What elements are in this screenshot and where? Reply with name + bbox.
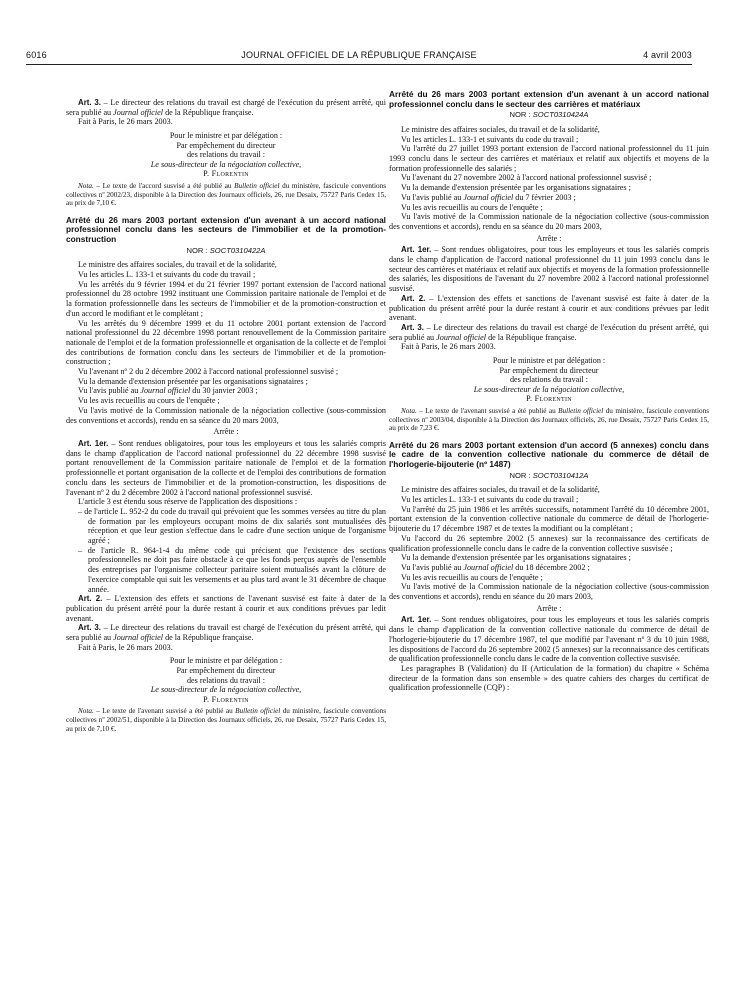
decree-paragraph: Vu l'avis publié au Journal officiel du 30 janvier 2003 ;: [78, 386, 258, 396]
signatory-name: P. Florentin: [203, 694, 249, 704]
decree-paragraph: Vu la demande d'extension présentée par les organisations signataires ;: [401, 183, 631, 193]
signature-line: Par empêchement du directeur: [176, 666, 276, 676]
decree-paragraph: Vu l'avis publié au Journal officiel du 7 février 2003 ;: [401, 192, 576, 202]
decree-paragraph: Vu les articles L. 133-1 et suivants du code du travail ;: [78, 270, 256, 280]
article-paragraph: Art. 3. – Le directeur des relations du travail est chargé de l'exécution du présent arrêté, qui sera publié au Journal officiel de la République française.: [66, 98, 386, 117]
journal-title: JOURNAL OFFICIEL DE LA RÉPUBLIQUE FRANÇAISE: [241, 50, 477, 60]
decree-paragraph: Vu l'accord du 26 septembre 2002 (5 annexes) sur la reconnaissance des certificats de qualification professionnelle conclu dans le cadre de la convention collective susvisée ;: [389, 533, 709, 553]
decree-paragraph: Vu les avis recueillis au cours de l'enquête ;: [78, 396, 220, 406]
decree-paragraph: Vu l'avis motivé de la Commission nationale de la négociation collective (sous-commission des conventions et accords), rendu en séance du 20 mars 2003,: [389, 582, 709, 602]
signatory-name: P. Florentin: [526, 394, 572, 404]
nota-note: Nota. – Le texte de l'avenant susvisé a été publié au Bulletin officiel du ministère, fascicule conventions collectives nº 2003/04, disponible à la Direction des Journaux officiels, 26, rue Desaix, 75727 Paris Cedex 15, au prix de 7,23 €.: [389, 407, 709, 433]
article-paragraph: L'article 3 est étendu sous réserve de l'application des dispositions :: [78, 497, 298, 507]
decree-paragraph: Le ministre des affaires sociales, du travail et de la solidarité,: [401, 485, 600, 495]
article-paragraph: Art. 3. – Le directeur des relations du travail est chargé de l'exécution du présent arrêté, qui sera publié au Journal officiel de la République française.: [389, 322, 709, 342]
decree-paragraph: Vu l'avis motivé de la Commission nationale de la négociation collective (sous-commission des conventions et accords), rendu en sa séance du 20 mars 2003,: [389, 212, 709, 231]
signature-line: Le sous-directeur de la négociation collective,: [473, 384, 625, 394]
article-paragraph: Art. 1er. – Sont rendues obligatoires, pour tous les employeurs et tous les salariés compris dans le champ d'application de la convention collective nationale du commerce de détail de l'horlogerie-bijouterie du 17 décembre 1987, tel que modifié par l'avenant nº 3 du 10 juin 1988, les dispositions de l'accord du 26 septembre 2002 (5 annexes) sur la reconnaissance des certificats de qualification professionnelle conclu dans le cadre de la convention collective susvisée.: [389, 615, 710, 664]
signature-line: des relations du travail :: [186, 675, 266, 685]
signing-place-date: Fait à Paris, le 26 mars 2003.: [78, 117, 173, 127]
decree-paragraph: Vu l'avenant nº 2 du 2 décembre 2002 à l'accord national professionnel susvisé ;: [78, 367, 339, 377]
decree-paragraph: Vu la demande d'extension présentée par les organisations signataires ;: [401, 553, 631, 563]
decree-paragraph: Vu la demande d'extension présentée par les organisations signataires ;: [78, 376, 308, 386]
arrete-heading: Arrête :: [536, 603, 562, 613]
list-item: – de l'article L. 952-2 du code du travail qui prévoient que les sommes versées au titre du plan de formation par les employeurs occupant moins de dix salariés sont mutualisées dès réception et que leur gestion s'effectue dans le cadre d'une section unique de l'organisme agréé ;: [78, 506, 386, 546]
decree-title: Arrêté du 26 mars 2003 portant extension d'un avenant à un accord national professionnel conclu dans le secteur des carrières et matériaux: [389, 89, 709, 109]
right-column: [389, 90, 709, 693]
signature-line: Le sous-directeur de la négociation collective,: [150, 685, 302, 695]
article-paragraph: Les paragraphes B (Validation) du II (Articulation de la formation) du chapitre « Schéma directeur de la formation dans son ensemble » des quatre cahiers des charges du certificat de qualification professionnelle (CQP) :: [389, 663, 709, 693]
article-paragraph: Art. 3. – Le directeur des relations du travail est chargé de l'exécution du présent arrêté, qui sera publié au Journal officiel de la République française.: [66, 623, 386, 643]
signature-line: Pour le ministre et par délégation :: [492, 356, 606, 366]
nor-reference: NOR : SOCT0310422A: [186, 245, 266, 255]
nota-note: Nota. – Le texte de l'avenant susvisé a été publié au Bulletin officiel du ministère, fascicule conventions collectives nº 2002/51, disponible à la Direction des Journaux officiels, 26, rue Desaix, 75727 Paris Cedex 15, au prix de 7,10 €.: [66, 707, 386, 733]
article-paragraph: Art. 2. – L'extension des effets et sanctions de l'avenant susvisé est faite à dater de la publication du présent arrêté pour la durée restant à courir et aux conditions prévues par ledit avenant.: [66, 594, 387, 623]
decree-paragraph: Vu l'avis motivé de la Commission nationale de la négociation collective (sous-commission des conventions et accords), rendu en sa séance du 20 mars 2003,: [66, 405, 386, 425]
decree-paragraph: Vu les arrêtés du 9 décembre 1999 et du 11 octobre 2001 portant extension de l'accord national professionnel du 22 décembre 1998 portant renouvellement de la Commission paritaire nationale de l'emploi et de la formation professionnelle et organisation de la collecte et de l'emploi des contributions de formation conclu dans les secteurs de l'immobilier et de la promotion-construction ;: [66, 318, 386, 367]
arrete-heading: Arrête :: [536, 233, 562, 243]
nor-reference: NOR : SOCT0310424A: [509, 110, 589, 120]
decree-paragraph: Vu les arrêtés du 9 février 1994 et du 21 février 1997 portant extension de l'accord national professionnel du 28 octobre 1992 instituant une Commission paritaire nationale de l'emploi et de la formation professionnelle dans les secteurs de l'immobilier et de la promotion-construction et d'un accord le modifiant et le complétant ;: [66, 279, 386, 318]
list-item: – de l'article R. 964-1-4 du même code qui précisent que l'existence des sections professionnelles ne doit pas faire obstacle à ce que les fonds perçus auprès de l'ensemble des entreprises par l'organisme collecteur paritaire soient mutualisés avant la clôture de l'exercice comptable qui suit les versements et au plus tard avant le 31 décembre de chaque année.: [78, 545, 386, 594]
signature-line: des relations du travail :: [509, 375, 589, 385]
arrete-heading: Arrête :: [213, 427, 239, 437]
nor-reference: NOR : SOCT0310412A: [509, 470, 589, 480]
decree-paragraph: Vu les avis recueillis au cours de l'enquête ;: [401, 572, 543, 582]
decree-title: Arrêté du 26 mars 2003 portant extension d'un accord (5 annexes) conclu dans le cadre de la convention collective nationale du commerce de détail de l'horlogerie-bijouterie (nº 1487): [389, 439, 709, 469]
signature-line: Pour le ministre et par délégation :: [169, 656, 283, 666]
decree-paragraph: Vu les articles L. 133-1 et suivants du code du travail ;: [401, 495, 579, 504]
left-column: [66, 98, 386, 733]
decree-paragraph: Vu les avis recueillis au cours de l'enquête ;: [401, 202, 543, 212]
signature-line: Le sous-directeur de la négociation collective,: [150, 159, 302, 169]
nota-note: Nota. – Le texte de l'accord susvisé a été publié au Bulletin officiel du ministère, fascicule conventions collectives nº 2002/23, disponible à la Direction des Journaux officiels, 26, rue Desaix, 75727 Paris Cedex 15, au prix de 7,10 €.: [66, 182, 386, 208]
decree-paragraph: Vu l'arrêté du 27 juillet 1993 portant extension de l'accord national professionnel du 11 juin 1993 conclu dans le secteur des carrières et matériaux et relatif aux objectifs et moyens de la formation professionnelle des salariés ;: [389, 144, 709, 173]
article-paragraph: Art. 2. – L'extension des effets et sanctions de l'avenant susvisé est faite à dater de la publication du présent arrêté pour la durée restant à courir et aux conditions prévues par ledit avenant.: [389, 293, 710, 323]
decree-paragraph: Vu l'avis publié au Journal officiel du 18 décembre 2002 ;: [401, 562, 590, 572]
signing-place-date: Fait à Paris, le 26 mars 2003.: [401, 342, 496, 352]
article-paragraph: Art. 1er. – Sont rendues obligatoires, pour tous les employeurs et tous les salariés compris dans le champ d'application de l'accord national professionnel du 11 juin 1993 conclu dans le secteur des carrières et matériaux et relatif aux objectifs et moyens de la formation professionnelle des salariés, les dispositions de l'avenant du 27 novembre 2002 à l'accord national professionnel susvisé.: [389, 245, 710, 294]
signature-line: Par empêchement du directeur: [499, 365, 599, 375]
issue-date: 4 avril 2003: [643, 50, 692, 60]
signatory-name: P. Florentin: [203, 169, 249, 179]
decree-paragraph: Vu l'avenant du 27 novembre 2002 à l'accord national professionnel susvisé ;: [401, 173, 652, 183]
page-number: 6016: [26, 50, 47, 60]
decree-title: Arrêté du 26 mars 2003 portant extension d'un avenant à un accord national professionnel conclu dans les secteurs de l'immobilier et de la promotion-construction: [66, 214, 386, 245]
decree-paragraph: Vu les articles L. 133-1 et suivants du code du travail ;: [401, 134, 579, 144]
signature-line: des relations du travail :: [186, 150, 266, 160]
decree-paragraph: Vu l'arrêté du 25 juin 1986 et les arrêtés successifs, notamment l'arrêté du 10 décembre 2001, portant extension de la convention collective nationale du commerce de détail de l'horlogerie-bijouterie du 17 décembre 1987 et de textes la modifiant ou la complétant ;: [389, 504, 709, 534]
decree-paragraph: Le ministre des affaires sociales, du travail et de la solidarité,: [78, 260, 277, 270]
decree-paragraph: Le ministre des affaires sociales, du travail et de la solidarité,: [401, 124, 600, 134]
article-paragraph: Art. 1er. – Sont rendues obligatoires, pour tous les employeurs et tous les salariés compris dans le champ d'application de l'accord national professionnel du 22 décembre 1998 susvisé portant renouvellement de la Commission paritaire nationale de l'emploi et de la formation professionnelle et portant organisation de la collecte et de l'emploi des contributions de formation conclu dans les secteurs de l'immobilier et de la promotion-construction, les dispositions de l'avenant nº 2 du 2 décembre 2002 à l'accord national professionnel susvisé.: [66, 439, 387, 497]
signing-place-date: Fait à Paris, le 26 mars 2003.: [78, 642, 173, 652]
signature-line: Pour le ministre et par délégation :: [169, 131, 283, 141]
header-rule: [26, 64, 692, 65]
signature-line: Par empêchement du directeur: [176, 140, 276, 150]
